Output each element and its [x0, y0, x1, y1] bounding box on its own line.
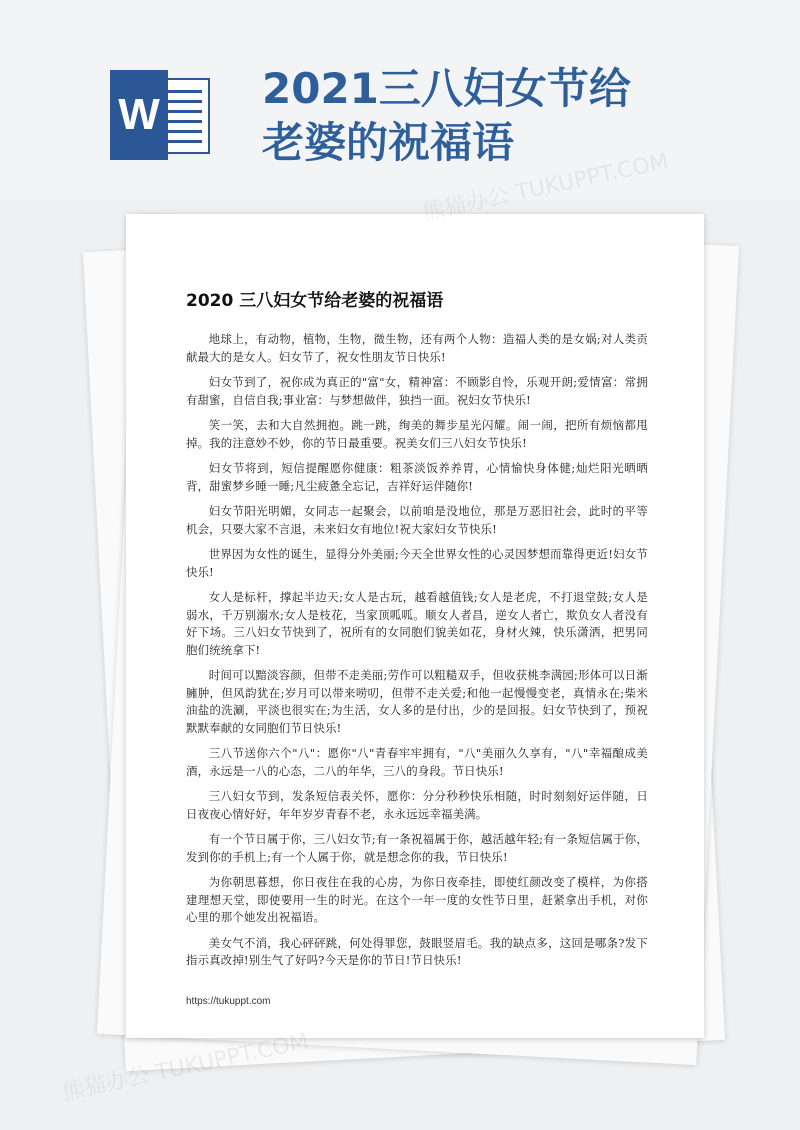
paragraph: 妇女节到了，祝你成为真正的"富"女，精神富：不顾影自怜，乐观开朗;爱情富：常拥有甜蜜，自信自我;事业富：与梦想做伴，独挡一面。祝妇女节快乐!: [186, 375, 648, 407]
paragraph: 妇女节阳光明媚，女同志一起聚会，以前咱是没地位，那是万恶旧社会，此时的平等机会，只要大家不言退，未来妇女有地位!祝大家妇女节快乐!: [186, 504, 648, 536]
paragraph: 地球上，有动物，植物，生物，微生物，还有两个人物：造福人类的是女娲;对人类贡献最大的是女人。妇女节了，祝女性朋友节日快乐!: [186, 332, 648, 364]
paragraph: 妇女节将到，短信提醒愿你健康：粗茶淡饭养养胃，心情愉快身体健;灿烂阳光晒晒背，甜蜜梦乡睡一睡;凡尘疲惫全忘记，吉祥好运伴随你!: [186, 461, 648, 493]
paragraph: 有一个节日属于你，三八妇女节;有一条祝福属于你，越活越年轻;有一条短信属于你，发到你的手机上;有一个人属于你，就是想念你的我，节日快乐!: [186, 832, 648, 864]
document-page[interactable]: [126, 214, 704, 1038]
paragraph: 美女气不消，我心砰砰跳，何处得罪您，鼓眼竖眉毛。我的缺点多，这回是哪条?发下指示真改掉!别生气了好吗?今天是你的节日!节日快乐!: [186, 935, 648, 967]
word-logo-letter: W: [110, 70, 168, 160]
watermark: 熊猫办公: [60, 1062, 152, 1106]
page-title-line2: 老婆的祝福语: [262, 118, 515, 167]
paragraph: 三八节送你六个"八"：愿你"八"青春牢牢拥有，"八"美丽久久享有，"八"幸福酿成美酒，永远是一八的心态，二八的年华，三八的身段。节日快乐!: [186, 746, 648, 778]
word-document-icon: [110, 70, 214, 160]
paragraph: 女人是标杆，撑起半边天;女人是古玩，越看越值钱;女人是老虎，不打退堂鼓;女人是弱水，千万别溺水;女人是枝花，当家顶呱呱。顺女人者昌，逆女人者亡，欺负女人者没有好下场。三八妇女节快到了，祝所有的女同胞们貌美如花，身材火辣，快乐潇洒，把男同胞们统统拿下!: [186, 590, 648, 657]
paragraph: 笑一笑，去和大自然拥抱。跳一跳，绚美的舞步星光闪耀。闹一闹，把所有烦恼都甩掉。我的注意妙不妙，你的节日最重要。祝美女们三八妇女节快乐!: [186, 418, 648, 450]
source-url: https://tukuppt.com: [186, 996, 271, 1007]
paragraph: 为你朝思暮想，你日夜住在我的心房，为你日夜牵挂，即使红颜改变了模样，为你搭建理想天堂，即使要用一生的时光。在这个一年一度的女性节日里，赶紧拿出手机，对你心里的那个她发出祝福语。: [186, 875, 648, 924]
page-title-line1: 2021三八妇女节给: [262, 64, 631, 113]
page-title: [262, 62, 682, 170]
paragraph: 世界因为女性的诞生，显得分外美丽;今天全世界女性的心灵因梦想而靠得更近!妇女节快乐!: [186, 547, 648, 579]
paragraph: 三八妇女节到，发条短信表关怀，愿你：分分秒秒快乐相随，时时刻刻好运伴随，日日夜夜心情好好，年年岁岁青春不老，永永远远幸福美满。: [186, 789, 648, 821]
paragraph: 时间可以黯淡容颜，但带不走美丽;劳作可以粗糙双手，但收获桃李满园;形体可以日渐臃肿，但风韵犹在;岁月可以带来唠叨，但带不走关爱;和他一起慢慢变老，真情永在;柴米油盐的洗涮，平淡也很实在;为生活，女人多的是付出，少的是回报。妇女节快到了，预祝默默奉献的女同胞们节日快乐!: [186, 668, 648, 735]
document-title: 2020 三八妇女节给老婆的祝福语: [186, 291, 444, 311]
